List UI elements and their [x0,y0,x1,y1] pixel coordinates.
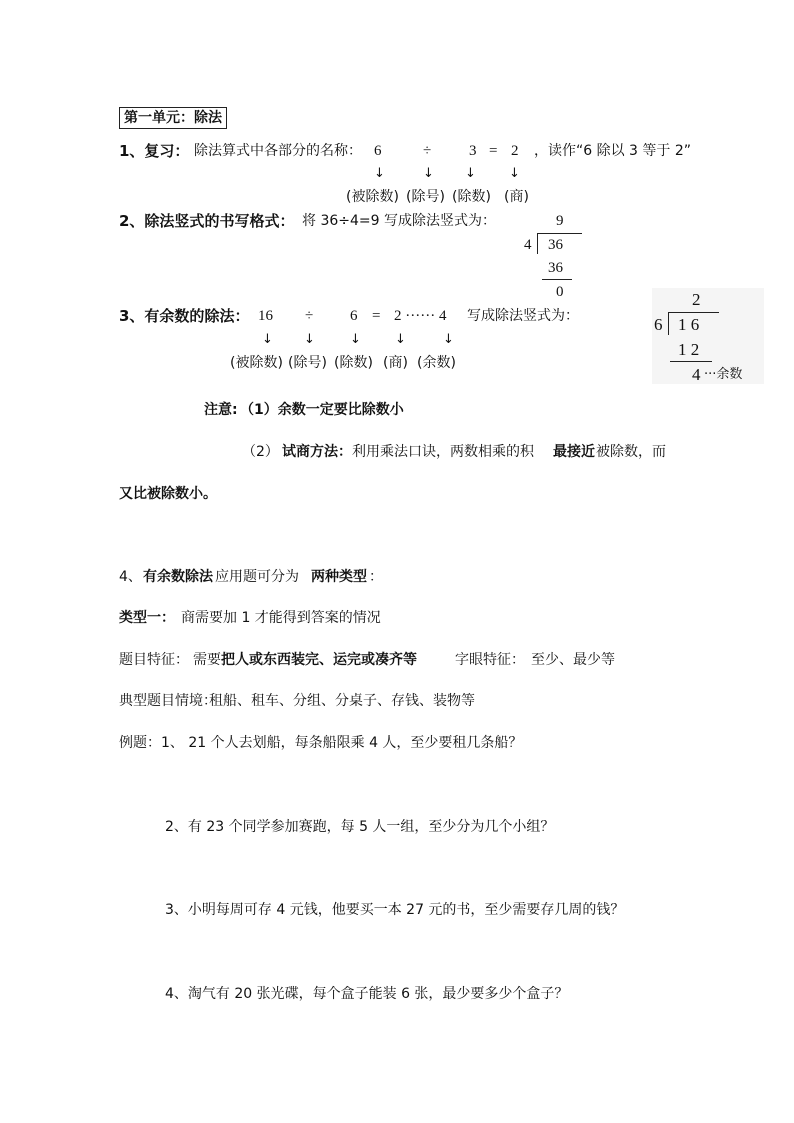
fig-dividend: 1 6 [678,315,700,334]
note-item2-text: 利用乘法口诀，两数相乘的积 [352,444,534,460]
arrow-quotient: ↓ [509,166,520,181]
review-text: 除法算式中各部分的名称： [194,143,362,159]
example-1: 例题：1、 21 个人去划船，每条船限乘 4 人，至少要租几条船？ [119,735,523,751]
ld-remainder: 0 [556,284,564,300]
example-4: 4、淘气有 20 张光碟，每个盒子能装 6 张，最少要多少个盒子？ [165,986,569,1002]
note-item2-cont: 又比被除数小。 [119,486,217,502]
r-eq-div-sign: ÷ [305,308,314,324]
r-arrow-quotient: ↓ [395,332,406,347]
example-3: 3、小明每周可存 4 元钱，他要买一本 27 元的书，至少需要存几周的钱？ [165,902,625,918]
note-item1: （1）余数一定要比除数小 [240,402,404,418]
app-heading-colon: ： [369,569,383,585]
note-item2-closest: 最接近 [553,444,595,460]
r-eq-result: 2 ······ 4 [394,308,447,324]
fig-product: 1 2 [678,340,700,359]
r-name-quotient: (商) [383,355,408,371]
name-dividend: (被除数) [346,189,399,205]
typical-label: 典型题目情境： [119,693,217,709]
r-eq-divisor: 6 [350,308,358,324]
eq-divisor: 3 [469,143,477,159]
r-eq-dividend: 16 [258,308,273,324]
r-arrow-remainder: ↓ [443,332,454,347]
review-reading: ，读作“6 除以 3 等于 2” [534,143,692,159]
ld-quotient: 9 [556,213,564,229]
remainder-text: 写成除法竖式为： [467,308,579,324]
arrow-sign: ↓ [423,166,434,181]
ld-underline [542,279,572,280]
remainder-label: 3、有余数的除法： [119,307,250,325]
eq-quotient: 2 [511,143,519,159]
example-2: 2、有 23 个同学参加赛跑，每 5 人一组，至少分为几个小组？ [165,819,555,835]
feature-need: 需要 [193,652,221,668]
eq-dividend: 6 [374,143,382,159]
eq-equals: = [489,143,498,159]
arrow-divisor: ↓ [465,166,476,181]
r-eq-equals: = [372,308,381,324]
ld-divisor: 4 [524,237,532,253]
note-item2-title: 试商方法： [282,444,352,460]
unit-title: 第一单元：除法 [119,107,227,129]
r-arrow-divisor: ↓ [350,332,361,347]
keyword-text: 至少、最少等 [531,652,615,668]
type1-label: 类型一： [119,610,175,626]
r-arrow-dividend: ↓ [262,332,273,347]
app-heading-bold1: 有余数除法 [143,569,213,585]
feature-label: 题目特征： [119,652,189,668]
r-name-sign: (除号) [288,355,327,371]
eq-div-sign: ÷ [423,143,432,159]
r-name-dividend: (被除数) [230,355,283,371]
type1-text: 商需要加 1 才能得到答案的情况 [181,610,381,626]
fig-quotient: 2 [692,290,701,309]
ld-product: 36 [548,260,563,276]
typical-text: 租船、租车、分组、分桌子、存钱、装物等 [209,693,475,709]
r-arrow-sign: ↓ [304,332,315,347]
remainder-division-figure [652,288,764,384]
fig-divisor: 6 [654,315,663,334]
fig-remainder-label: ···余数 [704,367,743,382]
app-heading-bold2: 两种类型 [311,569,367,585]
fig-underline [670,361,712,362]
name-quotient: (商) [504,189,529,205]
fig-remainder: 4 [692,365,701,384]
r-name-divisor: (除数) [334,355,373,371]
keyword-label: 字眼特征： [455,652,525,668]
vertical-label: 2、除法竖式的书写格式： [119,212,295,230]
note-item2-num: （2） [242,444,279,460]
vertical-text: 将 36÷4=9 写成除法竖式为： [302,213,496,229]
note-label: 注意: [204,402,238,418]
arrow-dividend: ↓ [374,166,385,181]
ld-dividend: 36 [548,237,563,253]
note-item2-text2: 被除数，而 [596,444,666,460]
app-heading-mid: 应用题可分为 [215,569,299,585]
app-heading-num: 4、 [119,569,142,585]
name-divisor: (除数) [452,189,491,205]
r-name-remainder: (余数) [417,355,456,371]
name-sign: (除号) [406,189,445,205]
feature-bold: 把人或东西装完、运完或凑齐等 [221,652,417,668]
review-label: 1、复习： [119,142,190,160]
